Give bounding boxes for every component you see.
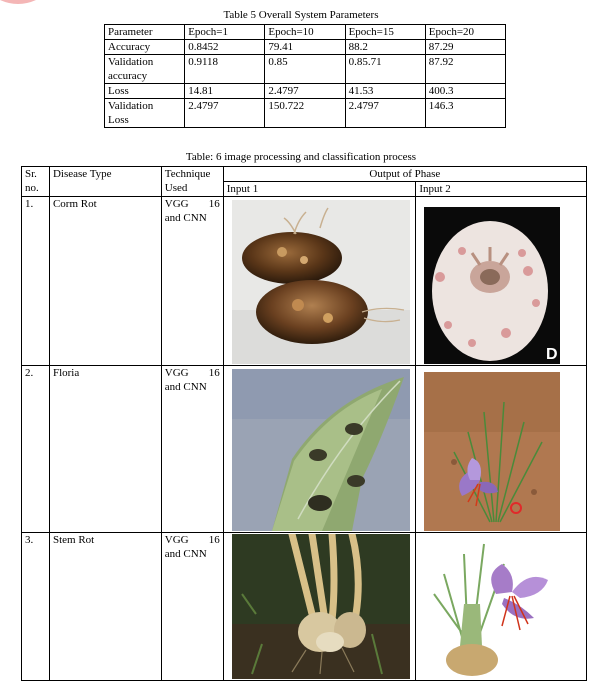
corner-letter: D xyxy=(546,346,558,363)
cell-value: 146.3 xyxy=(425,99,505,128)
header-sr: Sr. no. xyxy=(22,167,50,197)
logo-fragment xyxy=(0,0,60,6)
row3-input1-cell xyxy=(223,533,416,681)
header-cell: Epoch=1 xyxy=(185,25,265,40)
header-cell: Epoch=20 xyxy=(425,25,505,40)
table-row xyxy=(105,99,506,128)
table-row xyxy=(22,366,587,533)
table-row xyxy=(105,40,506,55)
cell-value: 87.29 xyxy=(425,40,505,55)
header-cell: Epoch=10 xyxy=(265,25,345,40)
stem-rot-photo xyxy=(232,534,410,679)
table-header-row xyxy=(22,167,587,182)
row-sr: 1. xyxy=(22,197,50,366)
header-cell: Epoch=15 xyxy=(345,25,425,40)
header-input-2: Input 2 xyxy=(416,182,587,197)
header-input-1: Input 1 xyxy=(223,182,416,197)
table-row xyxy=(105,55,506,84)
cell-value: 2.4797 xyxy=(185,99,265,128)
classification-process-table xyxy=(21,166,587,681)
overall-parameters-table xyxy=(104,24,506,128)
row-sr: 2. xyxy=(22,366,50,533)
saffron-flower-photo xyxy=(424,372,560,531)
row2-input2-cell xyxy=(416,366,587,533)
leaf-disease-photo xyxy=(232,369,410,531)
header-cell: Parameter xyxy=(105,25,185,40)
row2-input1-cell xyxy=(223,366,416,533)
header-disease-type: Disease Type xyxy=(49,167,161,197)
row-disease-type: Stem Rot xyxy=(49,533,161,681)
corm-rot-photo xyxy=(232,200,410,364)
row-label: Accuracy xyxy=(105,40,185,55)
cell-value: 0.85.71 xyxy=(345,55,425,84)
cell-value: 88.2 xyxy=(345,40,425,55)
row-label: Loss xyxy=(105,84,185,99)
corm-rot-photo xyxy=(424,207,560,364)
row1-input1-cell xyxy=(223,197,416,366)
cell-value: 2.4797 xyxy=(345,99,425,128)
cell-value: 41.53 xyxy=(345,84,425,99)
cell-value: 0.9118 xyxy=(185,55,265,84)
row3-input2-cell xyxy=(416,533,587,681)
cell-value: 14.81 xyxy=(185,84,265,99)
row-disease-type: Floria xyxy=(49,366,161,533)
header-output-of-phase: Output of Phase xyxy=(223,167,586,182)
saffron-flower-photo xyxy=(424,534,574,679)
table5-caption: Table 5 Overall System Parameters xyxy=(223,9,379,21)
row-label: Validation accuracy xyxy=(105,55,185,84)
table-row xyxy=(22,197,587,366)
cell-value: 0.8452 xyxy=(185,40,265,55)
cell-value: 400.3 xyxy=(425,84,505,99)
cell-value: 79.41 xyxy=(265,40,345,55)
header-technique: Technique Used xyxy=(161,167,223,197)
table-header-row xyxy=(105,25,506,40)
row-technique: VGG 16 and CNN xyxy=(161,197,223,366)
row-technique: VGG 16 and CNN xyxy=(161,533,223,681)
cell-value: 150.722 xyxy=(265,99,345,128)
row-sr: 3. xyxy=(22,533,50,681)
row-label: Validation Loss xyxy=(105,99,185,128)
table-row xyxy=(22,533,587,681)
table6-caption: Table: 6 image processing and classification process xyxy=(185,151,417,163)
cell-value: 87.92 xyxy=(425,55,505,84)
row-disease-type: Corm Rot xyxy=(49,197,161,366)
row1-input2-cell xyxy=(416,197,587,366)
table-row xyxy=(105,84,506,99)
cell-value: 0.85 xyxy=(265,55,345,84)
row-technique: VGG 16 and CNN xyxy=(161,366,223,533)
cell-value: 2.4797 xyxy=(265,84,345,99)
